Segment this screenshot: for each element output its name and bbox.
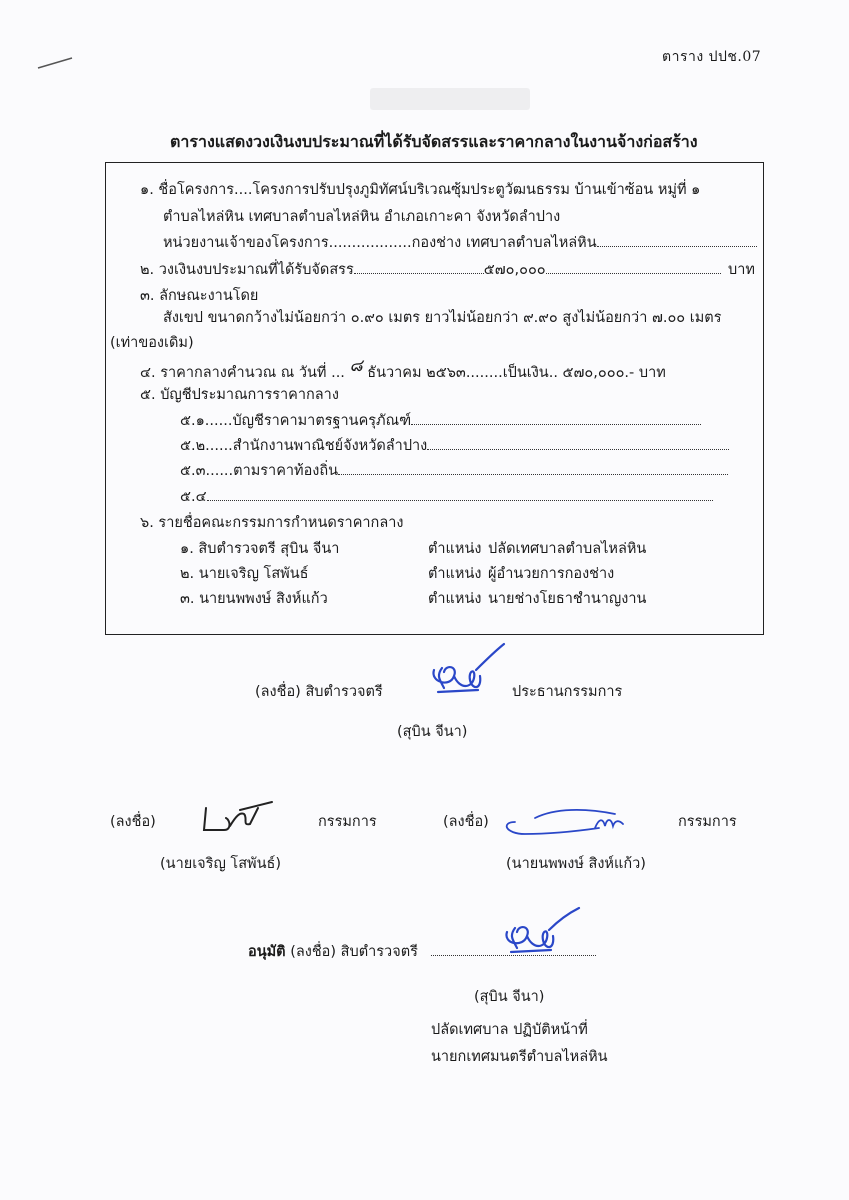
chair-role: ประธานกรรมการ — [512, 684, 623, 700]
member2-name: (นายนพพงษ์ สิงห์แก้ว) — [506, 856, 646, 872]
chair-name: (สุบิน จีนา) — [397, 724, 468, 740]
source-item — [180, 409, 701, 432]
committee-member-name: ๒. นายเจริญ โสพันธ์ — [180, 566, 309, 582]
committee-member-position-label: ตำแหน่ง — [428, 541, 482, 557]
owner-prefix: หน่วยงานเจ้าของโครงการ.................. — [163, 235, 412, 251]
committee-member-position-label: ตำแหน่ง — [428, 566, 482, 582]
source-label: ๕.๔ — [180, 489, 207, 505]
committee-member-position: ปลัดเทศบาลตำบลไหล่หิน — [488, 541, 647, 557]
source-label: ๕.๓......ตามราคาท้องถิ่น — [180, 463, 339, 479]
median-price-suffix: ธันวาคม ๒๕๖๓........เป็นเงิน.. ๕๗๐,๐๐๐.- บาท — [367, 365, 666, 381]
approver-position-1: ปลัดเทศบาล ปฏิบัติหน้าที่ — [431, 1022, 588, 1038]
form-code: ตาราง ปปช.07 — [662, 49, 762, 65]
sources-heading: ๕. บัญชีประมาณการราคากลาง — [140, 387, 339, 403]
source-item — [180, 459, 728, 482]
member1-role: กรรมการ — [318, 814, 377, 830]
chair-sign-label: (ลงชื่อ) สิบตำรวจตรี — [255, 684, 383, 700]
approve-label: (ลงชื่อ) สิบตำรวจตรี — [290, 944, 418, 960]
bleed-through-shadow — [370, 88, 530, 110]
member1-signature-graphic — [198, 796, 278, 836]
project-location: ตำบลไหล่หิน เทศบาลตำบลไหล่หิน อำเภอเกาะคา จังหวัดลำปาง — [163, 209, 561, 225]
budget-row — [140, 258, 721, 281]
work-type-heading: ๓. ลักษณะงานโดย — [140, 288, 259, 304]
committee-member-position: นายช่างโยธาชำนาญงาน — [488, 591, 647, 607]
owner-value: กองช่าง เทศบาลตำบลไหล่หิน — [411, 235, 597, 251]
committee-heading: ๖. รายชื่อคณะกรรมการกำหนดราคากลาง — [140, 515, 404, 531]
budget-prefix: ๒. วงเงินงบประมาณที่ได้รับจัดสรร — [140, 262, 354, 278]
project-owner — [163, 231, 757, 254]
member2-sign-label: (ลงชื่อ) — [443, 814, 489, 830]
committee-member-position-label: ตำแหน่ง — [428, 591, 482, 607]
source-label: ๕.๑......บัญชีราคามาตรฐานครุภัณฑ์ — [180, 413, 412, 429]
chair-signature-graphic — [420, 640, 510, 700]
member1-sign-label: (ลงชื่อ) — [110, 814, 156, 830]
median-price-prefix: ๔. ราคากลางคำนวณ ณ วันที่ ... — [140, 365, 345, 381]
committee-member-position: ผู้อำนวยการกองช่าง — [488, 566, 615, 582]
approver-name: (สุบิน จีนา) — [474, 989, 545, 1005]
member1-name: (นายเจริญ โสพันธ์) — [160, 856, 282, 872]
approver-position-2: นายกเทศมนตรีตำบลไหล่หิน — [431, 1049, 608, 1065]
median-price-day: ๘ — [349, 356, 363, 376]
median-price-row — [140, 358, 666, 385]
committee-member-name: ๑. สิบตำรวจตรี สุบิน จีนา — [180, 541, 340, 557]
project-name: ๑. ชื่อโครงการ....โครงการปรับปรุงภูมิทัศน์บริเวณซุ้มประตูวัฒนธรรม บ้านเข้าซ้อน หมู่ที่ ๑ — [140, 182, 701, 198]
approve-word: อนุมัติ — [248, 944, 286, 960]
source-label: ๕.๒......สำนักงานพาณิชย์จังหวัดลำปาง — [180, 438, 428, 454]
budget-value: ๕๗๐,๐๐๐ — [483, 262, 546, 278]
committee-member-name: ๓. นายนพพงษ์ สิงห์แก้ว — [180, 591, 328, 607]
page-title: ตารางแสดงวงเงินงบประมาณที่ได้รับจัดสรรและราคากลางในงานจ้างก่อสร้าง — [170, 132, 698, 151]
source-item — [180, 434, 729, 457]
member2-signature-graphic — [495, 800, 635, 842]
source-item — [180, 485, 713, 508]
budget-unit: บาท — [728, 262, 755, 278]
staple-mark — [36, 56, 76, 70]
work-type-desc: สังเขป ขนาดกว้างไม่น้อยกว่า ๐.๙๐ เมตร ยาวไม่น้อยกว่า ๙.๙๐ สูงไม่น้อยกว่า ๗.๐๐ เมตร — [163, 310, 722, 326]
work-type-note: (เท่าของเดิม) — [110, 335, 194, 351]
member2-role: กรรมการ — [678, 814, 737, 830]
approver-signature-graphic — [495, 900, 585, 960]
